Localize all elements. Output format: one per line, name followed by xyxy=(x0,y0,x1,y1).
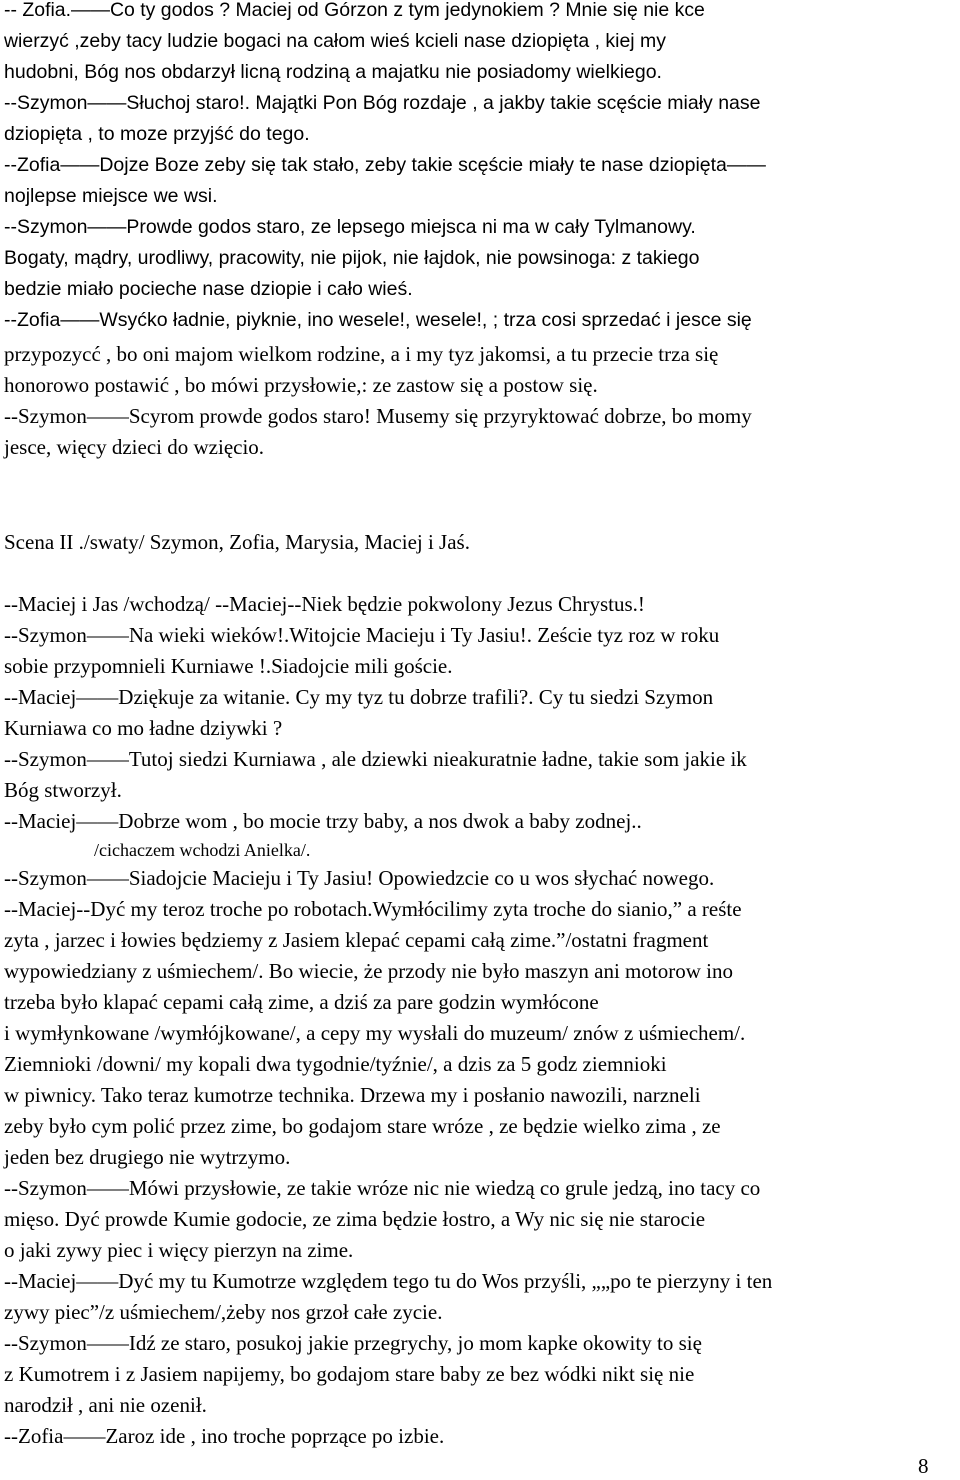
page-number: 8 xyxy=(918,1454,929,1478)
text-line: jeden bez drugiego nie wytrzymo. xyxy=(4,1145,291,1169)
text-line: --Maciej i Jas /wchodzą/ --Maciej--Niek będzie pokwolony Jezus Chrystus.! xyxy=(4,592,645,616)
text-line: jesce, więcy dzieci do wzięcio. xyxy=(4,435,265,459)
text-line: narodził , ani nie ozenił. xyxy=(4,1393,207,1417)
text-line: --Szymon——Mówi przysłowie, ze takie wróze nic nie wiedzą co grule jedzą, ino tacy co xyxy=(4,1176,761,1200)
text-line: z Kumotrem i z Jasiem napijemy, bo godajom stare baby ze bez wódki nikt się nie xyxy=(4,1362,695,1386)
text-line: nojlepse miejsce we wsi. xyxy=(4,185,218,207)
scene-heading: Scena II ./swaty/ Szymon, Zofia, Marysia, Maciej i Jaś. xyxy=(4,530,470,554)
text-line: honorowo postawić , bo mówi przysłowie,: ze zastow się a postow się. xyxy=(4,373,598,397)
text-line: zyta , jarzec i łowies będziemy z Jasiem klepać cepami całą zime.”/ostatni fragment xyxy=(4,928,709,952)
text-line: o jaki zywy piec i więcy pierzyn na zime. xyxy=(4,1238,354,1262)
stage-direction: /cichaczem wchodzi Anielka/. xyxy=(94,840,311,860)
text-line: w piwnicy. Tako teraz kumotrze technika. Drzewa my i posłanio nawozili, narzneli xyxy=(4,1083,701,1107)
text-line: zywy piec”/z uśmiechem/,żeby nos grzoł całe zycie. xyxy=(4,1300,443,1324)
text-line: --Zofia——Dojze Boze zeby się tak stało, zeby takie scęście miały te nase dziopięta—— xyxy=(4,154,766,176)
text-line: Bóg stworzył. xyxy=(4,778,122,802)
text-line: --Szymon——Tutoj siedzi Kurniawa , ale dziewki nieakuratnie ładne, takie som jakie ik xyxy=(4,747,747,771)
text-line: --Maciej--Dyć my teroz troche po robotach.Wymłócilimy zyta troche do sianio,” a reśte xyxy=(4,897,742,921)
text-line: --Maciej——Dyć my tu Kumotrze względem tego tu do Wos przyśli, „„po te pierzyny i ten xyxy=(4,1269,773,1293)
text-line: i wymłynkowane /wymłójkowane/, a cepy my wysłali do muzeum/ znów z uśmiechem/. xyxy=(4,1021,746,1045)
text-line: --Szymon——Scyrom prowde godos staro! Musemy się przyryktować dobrze, bo momy xyxy=(4,404,752,428)
text-line: zeby było cym polić przez zime, bo godajom stare wróze , ze będzie wielko zima , ze xyxy=(4,1114,721,1138)
text-line: Kurniawa co mo ładne dziywki ? xyxy=(4,716,283,740)
text-line: trzeba było klapać cepami całą zime, a dziś za pare godzin wymłócone xyxy=(4,990,599,1014)
text-line: -- Zofia.——Co ty godos ? Maciej od Górzon z tym jedynokiem ? Mnie się nie kce xyxy=(4,0,705,21)
text-line: Ziemnioki /downi/ my kopali dwa tygodnie/tyźnie/, a dzis za 5 godz ziemnioki xyxy=(4,1052,667,1076)
text-line: przypozycć , bo oni majom wielkom rodzine, a i my tyz jakomsi, a tu przecie trza się xyxy=(4,342,719,366)
text-line: wypowiedziany z uśmiechem/. Bo wiecie, że przody nie było maszyn ani motorow ino xyxy=(4,959,733,983)
text-line: --Szymon——Prowde godos staro, ze lepsego miejsca ni ma w cały Tylmanowy. xyxy=(4,216,696,238)
text-line: --Zofia——Zaroz ide , ino troche poprzące po izbie. xyxy=(4,1424,445,1448)
text-line: sobie przypomnieli Kurniawe !.Siadojcie mili goście. xyxy=(4,654,453,678)
text-line: mięso. Dyć prowde Kumie godocie, ze zima będzie łostro, a Wy nic się nie starocie xyxy=(4,1207,706,1231)
text-line: --Szymon——Słuchoj staro!. Majątki Pon Bóg rozdaje , a jakby takie scęście miały nase xyxy=(4,92,761,114)
text-line: hudobni, Bóg nos obdarzył licną rodziną a majatku nie posiadomy wielkiego. xyxy=(4,61,662,83)
text-line: Bogaty, mądry, urodliwy, pracowity, nie pijok, nie łajdok, nie powsinoga: z takiego xyxy=(4,247,700,269)
text-line: --Szymon——Na wieki wieków!.Witojcie Macieju i Ty Jasiu!. Zeście tyz roz w roku xyxy=(4,623,720,647)
text-line: --Maciej——Dobrze wom , bo mocie trzy baby, a nos dwok a baby zodnej.. xyxy=(4,809,642,833)
text-line: --Szymon——Siadojcie Macieju i Ty Jasiu! Opowiedzcie co u wos słychać nowego. xyxy=(4,866,715,890)
text-line: bedzie miało pocieche nase dziopie i cało wieś. xyxy=(4,278,413,300)
text-line: --Maciej——Dziękuje za witanie. Cy my tyz tu dobrze trafili?. Cy tu siedzi Szymon xyxy=(4,685,714,709)
text-line: dziopięta , to moze przyjść do tego. xyxy=(4,123,310,145)
text-line: --Zofia——Wsyćko ładnie, piyknie, ino wesele!, wesele!, ; trza cosi sprzedać i jesce się xyxy=(4,309,752,331)
text-line: wierzyć ,zeby tacy ludzie bogaci na całom wieś kcieli nase dziopięta , kiej my xyxy=(4,30,666,52)
text-line: --Szymon——Idź ze staro, posukoj jakie przegrychy, jo mom kapke okowity to się xyxy=(4,1331,702,1355)
